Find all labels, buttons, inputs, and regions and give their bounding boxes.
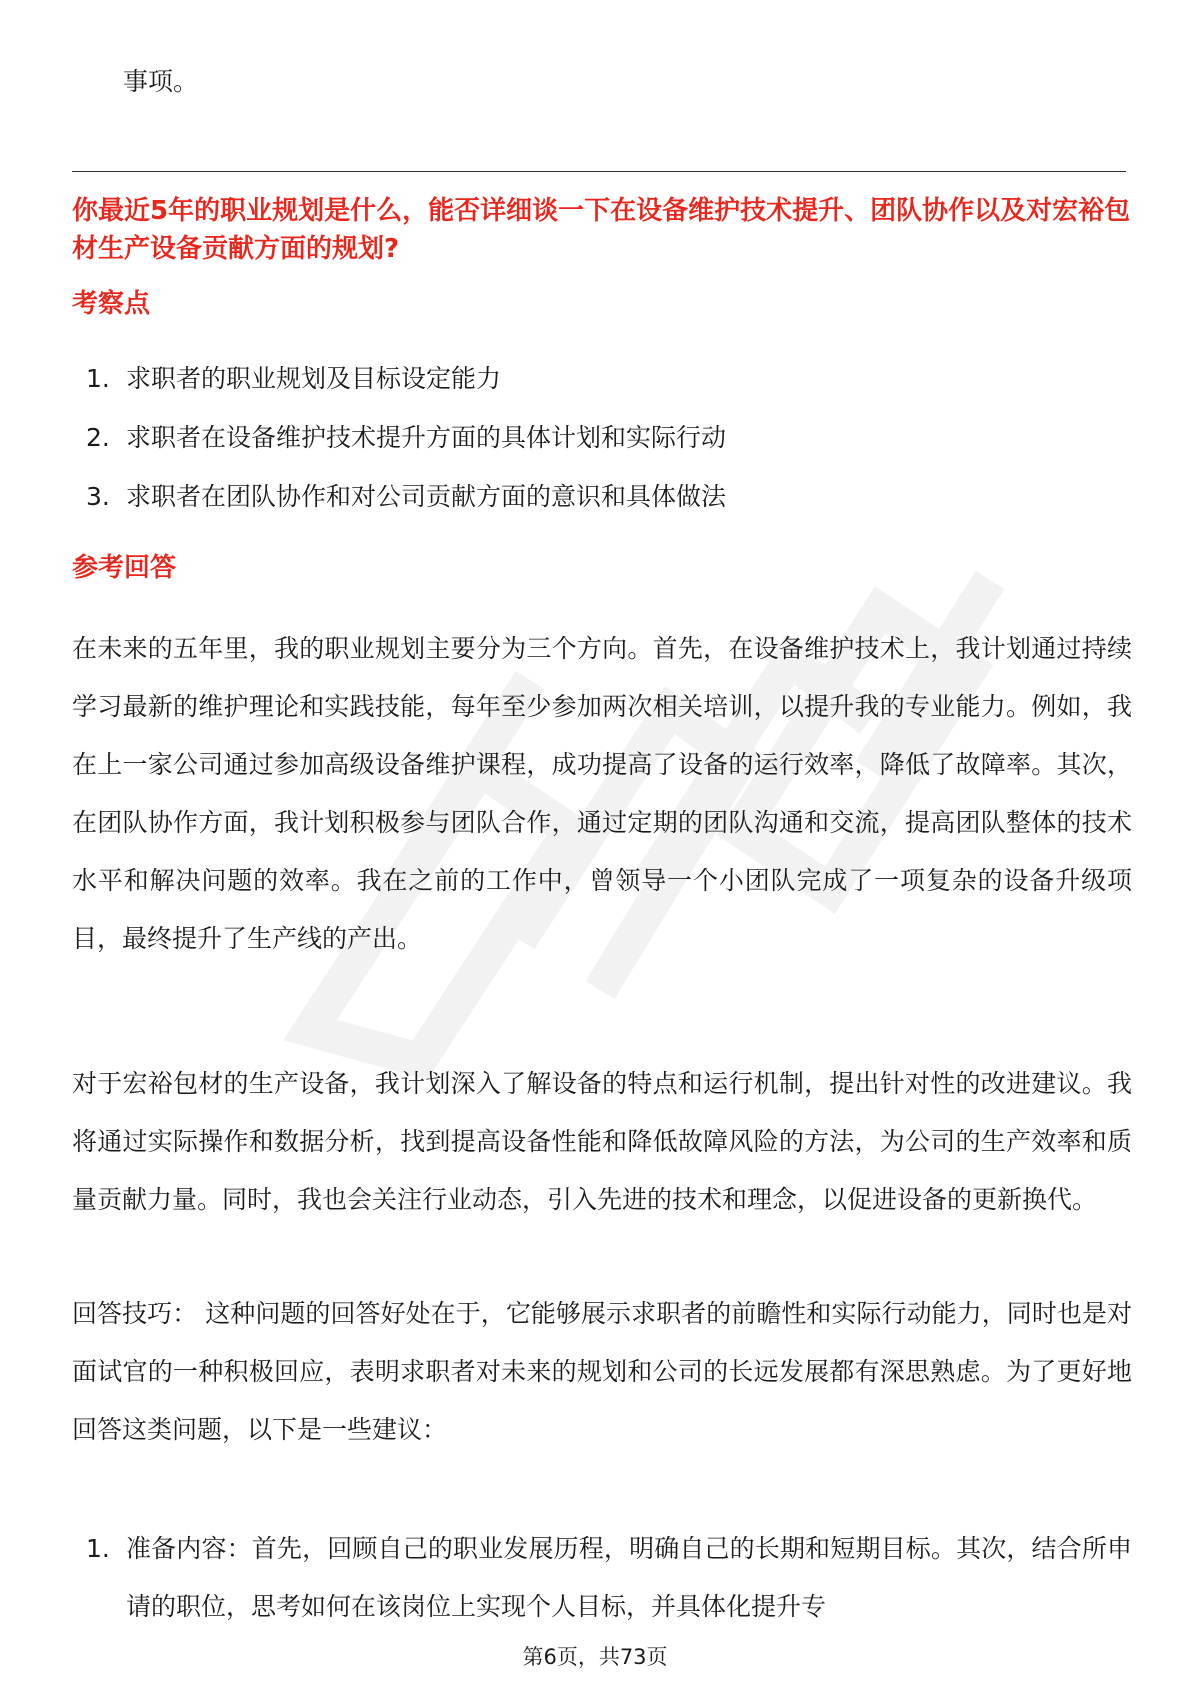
list-item-text: 求职者在设备维护技术提升方面的具体计划和实际行动	[126, 423, 727, 452]
answer-heading: 参考回答	[72, 553, 177, 583]
list-item	[72, 420, 1132, 456]
list-item	[72, 361, 1132, 397]
answer-paragraph: 对于宏裕包材的生产设备，我计划深入了解设备的特点和运行机制，提出针对性的改进建议。我将通过实际操作和数据分析，找到提高设备性能和降低故障风险的方法，为公司的生产效率和质量贡献力量。同时，我也会关注行业动态，引入先进的技术和理念，以促进设备的更新换代。	[72, 1069, 1132, 1214]
list-item	[72, 1520, 1132, 1636]
page-footer: 第6页，共73页	[522, 1645, 668, 1669]
interview-question: 你最近5年的职业规划是什么，能否详细谈一下在设备维护技术提升、团队协作以及对宏裕包材生产设备贡献方面的规划?	[72, 196, 1131, 264]
list-number: 1.	[86, 1534, 110, 1563]
tips-list	[72, 1520, 1132, 1636]
answer-paragraph: 在未来的五年里，我的职业规划主要分为三个方向。首先，在设备维护技术上，我计划通过持续学习最新的维护理论和实践技能，每年至少参加两次相关培训，以提升我的专业能力。例如，我在上一家公司通过参加高级设备维护课程，成功提高了设备的运行效率，降低了故障率。其次，在团队协作方面，我计划积极参与团队合作，通过定期的团队沟通和交流，提高团队整体的技术水平和解决问题的效率。我在之前的工作中，曾领导一个小团队完成了一项复杂的设备升级项目，最终提升了生产线的产出。	[72, 634, 1132, 953]
assessment-heading: 考察点	[72, 289, 151, 319]
answer-tips-paragraph: 回答技巧： 这种问题的回答好处在于，它能够展示求职者的前瞻性和实际行动能力，同时也是对面试官的一种积极回应，表明求职者对未来的规划和公司的长远发展都有深思熟虑。为了更好地回答这类问题，以下是一些建议：	[72, 1299, 1132, 1444]
list-item-text: 求职者的职业规划及目标设定能力	[126, 364, 502, 393]
list-item	[72, 479, 1132, 515]
assessment-points-list	[72, 361, 1132, 538]
list-number: 3.	[86, 482, 110, 511]
continuation-text: 事项。	[123, 67, 199, 96]
list-number: 1.	[86, 364, 110, 393]
list-item-text: 求职者在团队协作和对公司贡献方面的意识和具体做法	[126, 482, 727, 511]
list-item-text: 准备内容：首先，回顾自己的职业发展历程，明确自己的长期和短期目标。其次，结合所申请的职位，思考如何在该岗位上实现个人目标，并具体化提升专	[126, 1534, 1132, 1621]
list-number: 2.	[86, 423, 110, 452]
section-divider	[72, 171, 1126, 172]
